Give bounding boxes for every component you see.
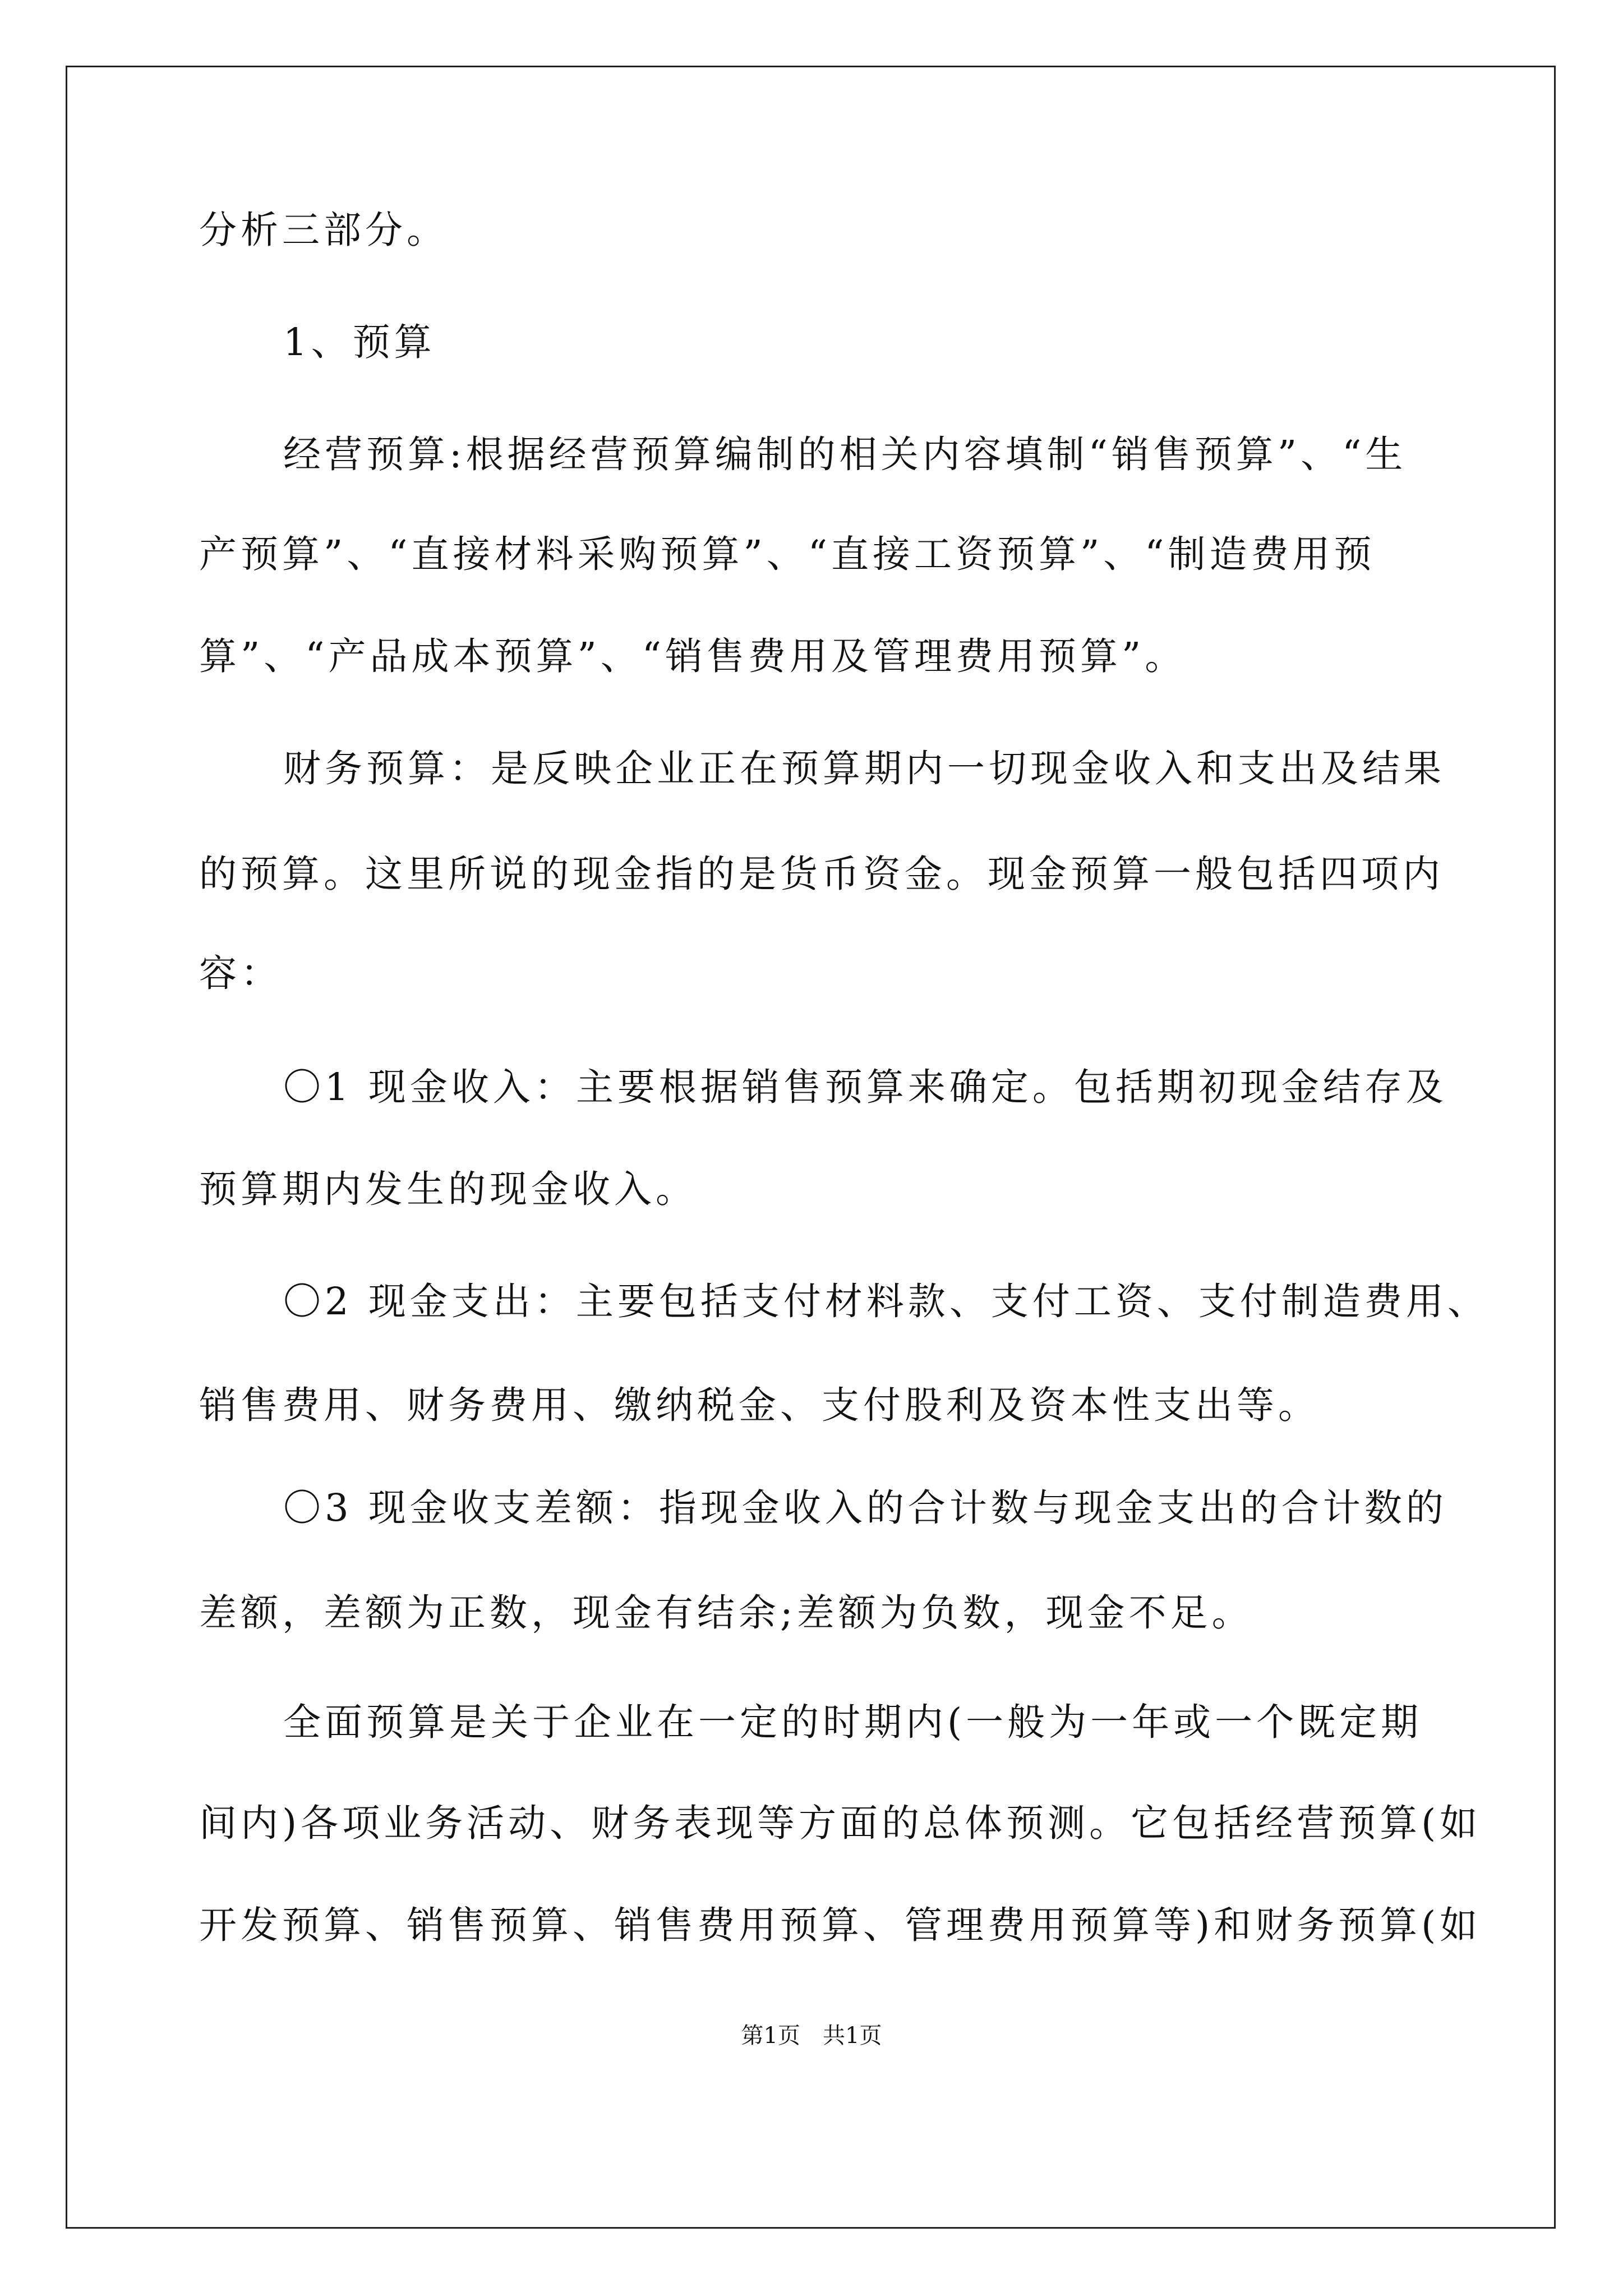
text-line: 销售费用、财务费用、缴纳税金、支付股利及资本性支出等。 [199,1383,1320,1427]
text-line: 容： [199,951,282,995]
text-line: 间内)各项业务活动、财务表现等方面的总体预测。它包括经营预算(如 [199,1801,1482,1845]
text-line: 〇2 现金支出：主要包括支付材料款、支付工资、支付制造费用、 [283,1280,1489,1323]
text-line: 〇1 现金收入：主要根据销售预算来确定。包括期初现金结存及 [283,1065,1447,1109]
text-line: 算”、“产品成本预算”、“销售费用及管理费用预算”。 [199,634,1187,678]
text-line: 产预算”、“直接材料采购预算”、“直接工资预算”、“制造费用预 [199,532,1376,576]
text-line: 经营预算:根据经营预算编制的相关内容填制“销售预算”、“生 [283,432,1407,476]
text-line: 的预算。这里所说的现金指的是货币资金。现金预算一般包括四项内 [199,852,1444,896]
page-number-footer: 第1页 共1页 [741,2023,882,2049]
text-line: 差额，差额为正数，现金有结余;差额为负数，现金不足。 [199,1591,1253,1635]
text-line: 全面预算是关于企业在一定的时期内(一般为一年或一个既定期 [283,1700,1423,1744]
text-line: 开发预算、销售预算、销售费用预算、管理费用预算等)和财务预算(如 [199,1903,1482,1947]
section-heading: 1、预算 [283,320,436,364]
text-line: 〇3 现金收支差额：指现金收入的合计数与现金支出的合计数的 [283,1486,1447,1530]
text-line: 分析三部分。 [199,208,448,252]
text-line: 财务预算：是反映企业正在预算期内一切现金收入和支出及结果 [283,747,1445,790]
text-line: 预算期内发生的现金收入。 [199,1167,697,1211]
